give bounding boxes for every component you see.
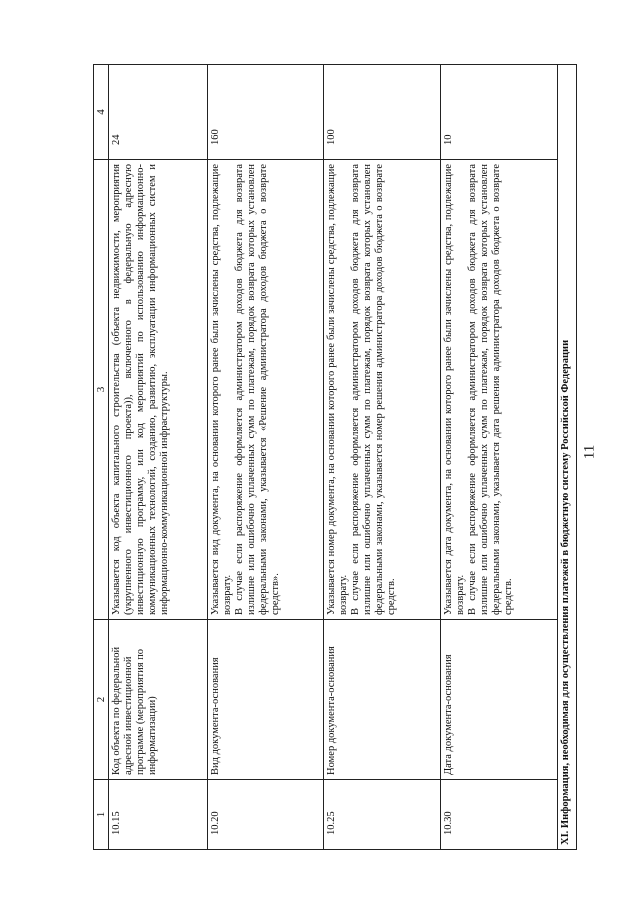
table-row	[324, 65, 441, 850]
description-paragraph: Указывается вид документа, на основании которого ранее были зачислены средства, подлежащие возврату.	[209, 164, 233, 615]
row-name: Дата документа-основания	[441, 620, 558, 780]
description-paragraph: Указывается код объекта капитального строительства (объекта недвижимости, мероприятия (укрупненного инвестиционного проекта)), включенного в федеральную адресную инвестиционную программу, или код мероприятий по использованию информационно-коммуникационных технологий, созданию, развитию, эксплуатации информационных систем и информационно-коммуникационной инфраструктуры.	[111, 164, 170, 615]
description-paragraph: В случае если распоряжение оформляется администратором доходов бюджета для возврата излишне или ошибочно уплаченных сумм по платежам, порядок возврата которых установлен федеральными законами, указывается номер решения администратора доходов бюджета о возврате средств.	[350, 164, 398, 615]
description-paragraph: Указывается номер документа, на основании которого ранее были зачислены средства, подлежащие возврату.	[326, 164, 350, 615]
column-number-4: 4	[94, 65, 109, 160]
table-row	[441, 65, 558, 850]
row-name: Код объекта по федеральной адресной инвестиционной программе (мероприятия по информатизации)	[109, 620, 208, 780]
row-code: 10.20	[207, 780, 324, 850]
row-description	[109, 160, 208, 620]
row-description	[207, 160, 324, 620]
page-number: 11	[581, 444, 598, 460]
table-row	[207, 65, 324, 850]
row-description	[441, 160, 558, 620]
column-number-row	[94, 65, 109, 850]
row-code: 10.25	[324, 780, 441, 850]
description-paragraph: В случае если распоряжение оформляется администратором доходов бюджета для возврата излишне или ошибочно уплаченных сумм по платежам, порядок возврата которых установлен федеральными законами, указывается дата решения администратора доходов бюджета о возврате средств.	[467, 164, 515, 615]
row-name: Номер документа-основания	[324, 620, 441, 780]
table-row	[109, 65, 208, 850]
row-code: 10.30	[441, 780, 558, 850]
row-size: 10	[441, 65, 558, 160]
row-size: 160	[207, 65, 324, 160]
description-paragraph: В случае если распоряжение оформляется администратором доходов бюджета для возврата излишне или ошибочно уплаченных сумм по платежам, порядок возврата которых установлен федеральными законами, указывается «Решение администратора доходов бюджета о возврате средств».	[233, 164, 281, 615]
rotated-table-container	[93, 65, 577, 850]
row-size: 24	[109, 65, 208, 160]
row-code: 10.15	[109, 780, 208, 850]
row-description	[324, 160, 441, 620]
column-number-3: 3	[94, 160, 109, 620]
description-paragraph: Указывается дата документа, на основании которого ранее были зачислены средства, подлежащие возврату.	[443, 164, 467, 615]
row-size: 100	[324, 65, 441, 160]
section-heading: XI. Информация, необходимая для осуществления платежей в бюджетную систему Российской Федерации	[558, 65, 577, 850]
row-name: Вид документа-основания	[207, 620, 324, 780]
column-number-1: 1	[94, 780, 109, 850]
requisites-table	[93, 64, 577, 850]
column-number-2: 2	[94, 620, 109, 780]
section-heading-row	[558, 65, 577, 850]
